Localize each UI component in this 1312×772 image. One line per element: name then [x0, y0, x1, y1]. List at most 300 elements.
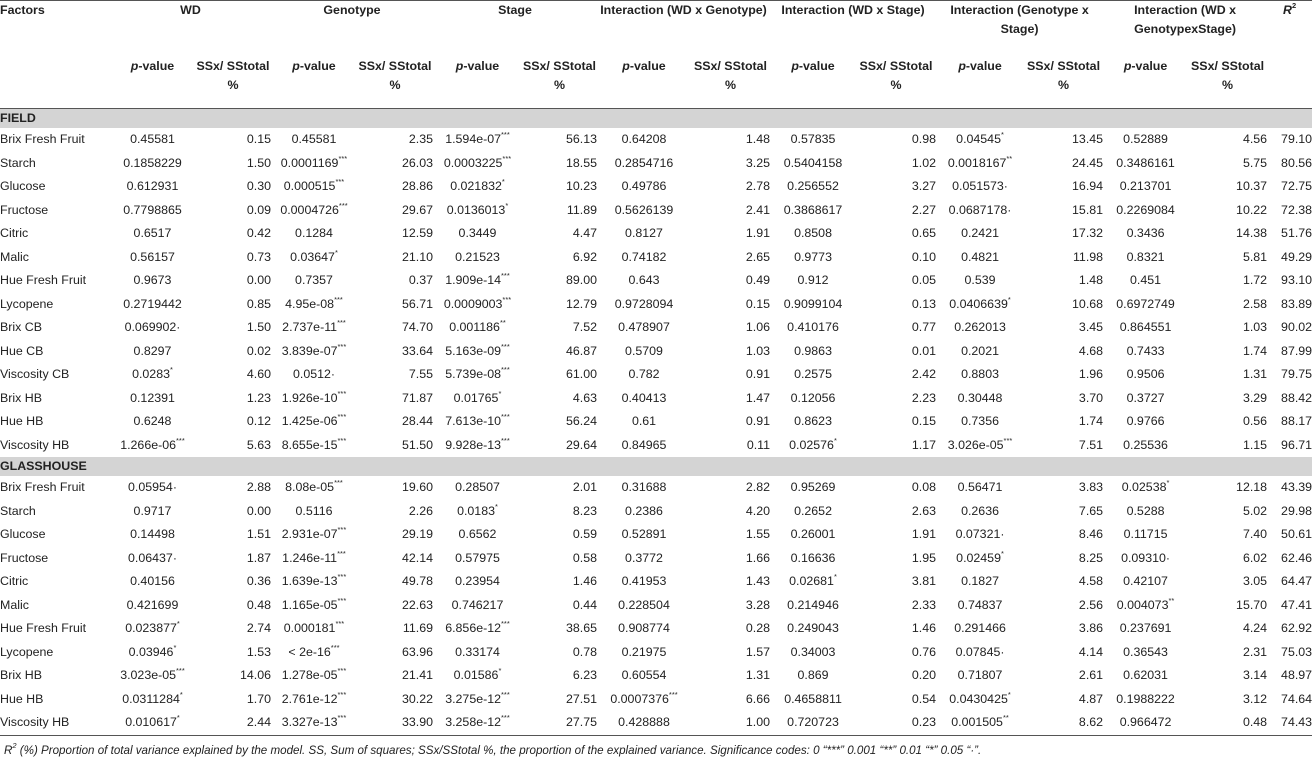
- pvalue-cell: 0.60554: [621, 668, 667, 682]
- factor-name: Lycopene: [0, 644, 54, 659]
- pvalue-cell: 0.213701: [1119, 179, 1172, 193]
- r2-header: $R^2$: [1283, 1, 1297, 17]
- pvalue-cell: 0.0136013*: [446, 200, 509, 217]
- ss-percent-cell: 2.01: [572, 480, 597, 494]
- pvalue-cell: 0.1988222: [1116, 691, 1175, 706]
- factor-name: Malic: [0, 249, 29, 264]
- ss-percent-cell: 10.37: [1236, 179, 1268, 193]
- pvalue-cell: 0.12391: [130, 390, 175, 405]
- pvalue-cell: 0.069902·: [124, 320, 181, 334]
- factor-name: Brix HB: [0, 668, 42, 682]
- pvalue-cell: 0.21975: [621, 644, 667, 659]
- ss-percent-cell: 1.03: [1242, 320, 1268, 334]
- ss-percent-cell: 0.20: [911, 668, 937, 682]
- ss-percent-cell: 7.40: [1242, 527, 1268, 541]
- pvalue-cell: 0.8321: [1126, 249, 1165, 264]
- section-row: [0, 457, 1312, 476]
- ss-percent-cell: 3.86: [1078, 621, 1104, 635]
- ss-percent-cell: 0.15: [745, 296, 771, 311]
- ss-percent-cell: 3.25: [745, 155, 771, 170]
- significance-mark: ***: [337, 388, 347, 398]
- ss-percent-cell: 0.11: [746, 437, 771, 452]
- factor-name: Hue Fresh Fruit: [0, 273, 87, 287]
- ss-percent-cell: 0.54: [911, 691, 937, 706]
- significance-mark: ***: [337, 341, 347, 351]
- pvalue-cell: 1.926e-10***: [281, 388, 347, 405]
- pvalue-cell: 0.9673: [133, 273, 172, 287]
- ss-percent-cell: 38.65: [565, 621, 597, 635]
- pvalue-cell: 0.1827: [961, 574, 999, 588]
- pvalue-cell: 0.000515***: [283, 177, 345, 193]
- ss-percent-cell: 0.13: [911, 296, 937, 311]
- ss-percent-cell: 6.66: [745, 691, 771, 706]
- ss-percent-cell: 0.23: [856, 711, 936, 735]
- pvalue-cell: 0.256552: [787, 179, 839, 193]
- header-row-subcolumns: [0, 57, 1312, 109]
- r2-cell: 49.29: [1281, 249, 1312, 264]
- significance-mark: ***: [337, 435, 347, 445]
- pvalue-cell: 0.0430425*: [949, 689, 1011, 706]
- ss-percent-cell: 2.26: [408, 503, 433, 518]
- pvalue-cell: 0.0018167**: [947, 153, 1013, 170]
- pvalue-cell: 0.56471: [957, 480, 1003, 494]
- section-title: GLASSHOUSE: [0, 457, 1312, 476]
- r2-cell: 75.03: [1281, 644, 1312, 659]
- pvalue-cell: 0.03946*: [128, 642, 177, 659]
- significance-mark: *: [1007, 689, 1011, 699]
- ss-percent-cell: 61.00: [565, 367, 597, 381]
- pvalue-cell: 0.6517: [133, 226, 172, 240]
- r2-cell: 50.61: [1281, 527, 1312, 541]
- pvalue-cell: 0.8623: [794, 414, 832, 428]
- ss-subheader: SSx/ SStotal %: [694, 58, 767, 92]
- pvalue-cell: 7.613e-10***: [445, 412, 510, 428]
- table-row: [0, 547, 1312, 571]
- table-row: [0, 175, 1312, 199]
- pvalue-cell: 2.737e-11***: [282, 318, 346, 334]
- ss-percent-cell: 5.02: [1242, 503, 1268, 518]
- factor-name: Viscosity CB: [0, 367, 70, 381]
- significance-mark: ***: [337, 713, 347, 722]
- ss-percent-cell: 0.42: [246, 226, 271, 240]
- pvalue-cell: 0.0687178·: [948, 202, 1012, 217]
- pvalue-cell: 1.909e-14***: [445, 271, 510, 287]
- ss-percent-cell: 3.45: [1078, 320, 1104, 334]
- ss-percent-cell: 56.71: [401, 296, 433, 311]
- pvalue-cell: 0.6972749: [1116, 296, 1175, 311]
- pvalue-cell: 0.023877*: [125, 619, 180, 635]
- pvalue-cell: 0.2636: [961, 503, 999, 518]
- pvalue-cell: 0.4658811: [784, 691, 842, 706]
- ss-percent-cell: 3.12: [1242, 691, 1268, 706]
- ss-subheader: SSx/ SStotal %: [859, 58, 933, 92]
- pvalue-cell: 0.2386: [625, 503, 663, 518]
- pvalue-subheader: p-value: [1123, 58, 1168, 73]
- pvalue-cell: 0.40156: [130, 574, 175, 588]
- ss-percent-cell: 0.12: [246, 414, 271, 428]
- ss-percent-cell: 0.44: [572, 597, 597, 612]
- ss-percent-cell: 1.66: [745, 550, 771, 565]
- factor-name: Brix Fresh Fruit: [0, 480, 85, 494]
- pvalue-cell: 0.410176: [787, 320, 839, 334]
- ss-percent-cell: 1.51: [246, 527, 271, 541]
- pvalue-cell: 0.14498: [130, 527, 175, 541]
- ss-percent-cell: 2.23: [911, 390, 937, 405]
- pvalue-cell: 1.266e-06***: [120, 435, 185, 452]
- r2-cell: 93.10: [1281, 273, 1312, 287]
- significance-mark: *: [498, 388, 502, 398]
- ss-subheader: SSx/ SStotal %: [1191, 58, 1265, 92]
- significance-mark: ***: [334, 478, 343, 487]
- ss-percent-cell: 2.63: [911, 503, 937, 518]
- ss-percent-cell: 0.98: [911, 132, 937, 146]
- pvalue-cell: 0.214946: [787, 597, 839, 612]
- empty-header-cell: [0, 57, 110, 109]
- significance-mark: ***: [338, 153, 348, 163]
- ss-percent-cell: 17.32: [1072, 226, 1104, 240]
- ss-percent-cell: 0.10: [911, 249, 937, 264]
- ss-percent-cell: 1.95: [911, 550, 937, 565]
- pvalue-cell: 0.421699: [126, 597, 179, 612]
- significance-mark: ***: [176, 435, 185, 445]
- pvalue-subheader: p-value: [130, 58, 175, 73]
- ss-percent-cell: 10.22: [1236, 202, 1268, 217]
- pvalue-cell: 0.0406639*: [949, 294, 1011, 311]
- ss-percent-cell: 1.31: [1242, 367, 1268, 381]
- significance-mark: *: [179, 689, 183, 699]
- ss-subheader: SSx/ SStotal %: [1027, 58, 1101, 92]
- pvalue-cell: 3.026e-05***: [947, 435, 1013, 452]
- factor-name: Citric: [0, 574, 29, 588]
- ss-percent-cell: 0.37: [408, 273, 433, 287]
- factor-name: Starch: [0, 155, 36, 170]
- pvalue-cell: 0.31688: [621, 480, 667, 494]
- pvalue-cell: 0.864551: [1119, 320, 1172, 334]
- ss-percent-cell: 1.47: [745, 390, 771, 405]
- ss-percent-cell: 28.44: [401, 414, 433, 428]
- pvalue-cell: 0.249043: [787, 621, 839, 635]
- ss-percent-cell: 1.00: [691, 711, 770, 735]
- pvalue-cell: 0.6562: [458, 527, 497, 541]
- pvalue-cell: 0.428888: [597, 711, 691, 735]
- pvalue-cell: 0.11715: [1123, 527, 1168, 541]
- r2-cell: 79.75: [1281, 367, 1312, 381]
- pvalue-cell: 0.8508: [794, 226, 832, 240]
- pvalue-cell: 0.7357: [295, 273, 333, 287]
- factors-header: Factors: [0, 3, 45, 17]
- ss-percent-cell: 26.03: [401, 155, 433, 170]
- pvalue-subheader: p-value: [455, 58, 500, 73]
- pvalue-cell: 0.25536: [1123, 437, 1168, 452]
- header-row-factors: [0, 1, 1312, 57]
- ss-percent-cell: 4.24: [1242, 621, 1268, 635]
- pvalue-cell: 0.45581: [291, 132, 337, 146]
- factor-name: Citric: [0, 226, 29, 240]
- ss-percent-cell: 11.69: [402, 621, 433, 635]
- pvalue-cell: 0.61: [631, 414, 657, 428]
- pvalue-cell: 0.12056: [790, 390, 836, 405]
- ss-percent-cell: 2.88: [246, 480, 271, 494]
- ss-percent-cell: 71.87: [401, 390, 433, 405]
- table-row: [0, 476, 1312, 500]
- ss-percent-cell: 0.09: [246, 202, 271, 217]
- r2-cell: 48.97: [1281, 668, 1312, 682]
- table-row: [0, 500, 1312, 524]
- ss-percent-cell: 29.64: [565, 437, 597, 452]
- ss-percent-cell: 0.56: [1242, 414, 1268, 428]
- ss-percent-cell: 0.02: [246, 343, 271, 358]
- pvalue-cell: 0.782: [628, 367, 660, 381]
- group-header: Interaction (Genotype x Stage): [950, 3, 1089, 36]
- pvalue-cell: 0.95269: [790, 480, 836, 494]
- pvalue-cell: 0.62031: [1123, 668, 1168, 682]
- ss-percent-cell: 1.53: [246, 644, 271, 659]
- table-row: [0, 293, 1312, 317]
- ss-percent-cell: 4.47: [572, 226, 597, 240]
- ss-percent-cell: 0.58: [572, 550, 597, 565]
- ss-percent-cell: 0.49: [745, 273, 771, 287]
- significance-mark: ***: [501, 619, 510, 628]
- ss-percent-cell: 2.44: [195, 711, 271, 735]
- pvalue-cell: 0.000181***: [283, 619, 345, 635]
- pvalue-cell: 0.30448: [957, 390, 1003, 405]
- factor-name: Lycopene: [0, 296, 54, 311]
- ss-percent-cell: 11.98: [1072, 249, 1104, 264]
- pvalue-cell: 0.42107: [1123, 574, 1168, 588]
- r2-cell: 90.02: [1281, 320, 1312, 334]
- pvalue-cell: 0.74182: [621, 249, 667, 264]
- ss-percent-cell: 1.31: [745, 668, 771, 682]
- ss-percent-cell: 2.74: [246, 621, 271, 635]
- table-row: [0, 387, 1312, 411]
- ss-percent-cell: 1.74: [1242, 343, 1268, 358]
- table-row: [0, 594, 1312, 618]
- ss-percent-cell: 1.46: [911, 621, 937, 635]
- ss-percent-cell: 1.48: [745, 132, 771, 146]
- ss-percent-cell: 28.86: [401, 179, 433, 193]
- group-header: Interaction (WD x GenotypexStage): [1134, 3, 1236, 36]
- significance-mark: ***: [335, 619, 345, 628]
- ss-percent-cell: 0.01: [911, 343, 937, 358]
- pvalue-cell: 0.7433: [1126, 343, 1165, 358]
- ss-percent-cell: 29.19: [401, 527, 433, 541]
- pvalue-cell: 0.5116: [295, 503, 333, 518]
- ss-percent-cell: 18.55: [565, 155, 597, 170]
- ss-percent-cell: 0.05: [911, 273, 937, 287]
- ss-percent-cell: 2.33: [911, 597, 937, 612]
- significance-mark: ***: [501, 412, 510, 421]
- pvalue-cell: 2.931e-07***: [281, 525, 347, 541]
- significance-mark: ***: [337, 666, 347, 675]
- significance-mark: ***: [330, 642, 340, 652]
- pvalue-cell: 0.5709: [625, 343, 663, 358]
- factor-name: Hue HB: [0, 414, 44, 428]
- ss-percent-cell: 0.76: [911, 644, 937, 659]
- pvalue-cell: 5.739e-08***: [445, 365, 510, 381]
- table-row: [0, 688, 1312, 712]
- significance-mark: ***: [337, 318, 346, 327]
- significance-mark: **: [1002, 713, 1009, 722]
- table-body: [0, 109, 1312, 736]
- significance-mark: ***: [502, 153, 512, 163]
- significance-mark: ***: [502, 294, 512, 304]
- pvalue-cell: 0.05954·: [128, 480, 177, 494]
- significance-mark: ***: [501, 271, 510, 280]
- ss-percent-cell: 2.35: [408, 132, 433, 146]
- ss-percent-cell: 7.51: [1078, 437, 1104, 452]
- pvalue-cell: 0.0007376***: [610, 689, 678, 706]
- pvalue-cell: 0.9506: [1126, 367, 1165, 381]
- significance-mark: *: [176, 619, 180, 628]
- pvalue-subheader: p-value: [958, 58, 1002, 73]
- pvalue-cell: 0.451: [1130, 273, 1162, 287]
- pvalue-cell: 0.84965: [621, 437, 667, 452]
- r2-cell: 96.71: [1281, 437, 1312, 452]
- significance-mark: **: [499, 318, 506, 327]
- ss-percent-cell: 4.87: [1078, 691, 1104, 706]
- pvalue-cell: 0.908774: [618, 621, 670, 635]
- r2-cell: 62.46: [1281, 550, 1312, 565]
- ss-percent-cell: 11.89: [566, 202, 597, 217]
- pvalue-cell: 0.3486161: [1116, 155, 1175, 170]
- pvalue-cell: 0.0183*: [457, 501, 498, 518]
- factor-name: Hue Fresh Fruit: [0, 621, 87, 635]
- significance-mark: ***: [337, 525, 347, 534]
- pvalue-cell: 1.278e-05***: [281, 666, 347, 682]
- pvalue-cell: 0.1858229: [123, 155, 182, 170]
- factor-name: Brix HB: [0, 390, 42, 405]
- ss-percent-cell: 15.81: [1072, 202, 1104, 217]
- table-row: [0, 340, 1312, 364]
- pvalue-cell: 0.291466: [954, 621, 1006, 635]
- pvalue-cell: 0.52891: [621, 527, 667, 541]
- ss-percent-cell: 1.57: [745, 644, 771, 659]
- pvalue-cell: 0.2421: [961, 226, 999, 240]
- pvalue-cell: 0.539: [964, 273, 996, 287]
- pvalue-cell: 0.001505**: [936, 711, 1024, 735]
- ss-percent-cell: 2.61: [1078, 668, 1104, 682]
- table-row: [0, 434, 1312, 458]
- pvalue-cell: 0.8127: [625, 226, 663, 240]
- ss-percent-cell: 27.75: [522, 711, 597, 735]
- significance-mark: ***: [501, 689, 510, 699]
- ss-percent-cell: 4.56: [1242, 132, 1268, 146]
- pvalue-cell: 0.03647*: [290, 247, 338, 264]
- pvalue-cell: 1.165e-05***: [281, 595, 347, 612]
- factor-name: Malic: [0, 597, 29, 612]
- significance-mark: ***: [337, 572, 347, 581]
- pvalue-cell: 0.28507: [455, 480, 500, 494]
- pvalue-cell: 0.3449: [458, 226, 497, 240]
- pvalue-cell: 0.0283*: [132, 365, 173, 381]
- pvalue-cell: 0.36543: [1123, 644, 1168, 659]
- ss-percent-cell: 6.23: [572, 668, 597, 682]
- significance-mark: *: [173, 642, 177, 652]
- ss-percent-cell: 0.85: [246, 296, 271, 311]
- ss-percent-cell: 10.23: [565, 179, 597, 193]
- table-row: [0, 410, 1312, 434]
- table-row: [0, 523, 1312, 547]
- ss-percent-cell: 22.63: [401, 597, 433, 612]
- significance-mark: ***: [176, 666, 185, 675]
- ss-percent-cell: 4.60: [246, 367, 271, 381]
- pvalue-cell: 0.0009003***: [443, 294, 512, 311]
- ss-percent-cell: 0.15: [246, 132, 271, 146]
- factor-name: Fructose: [0, 202, 49, 217]
- ss-percent-cell: 12.18: [1236, 480, 1268, 494]
- pvalue-cell: 0.2021: [961, 343, 999, 358]
- factor-name: Fructose: [0, 550, 49, 565]
- pvalue-cell: 0.16636: [790, 550, 836, 565]
- ss-percent-cell: 4.58: [1078, 574, 1104, 588]
- ss-percent-cell: 0.48: [246, 597, 271, 612]
- significance-mark: ***: [501, 713, 510, 722]
- significance-mark: ***: [668, 689, 678, 699]
- pvalue-cell: 0.26001: [790, 527, 836, 541]
- ss-percent-cell: 51.50: [401, 437, 433, 452]
- pvalue-cell: 0.3436: [1126, 226, 1165, 240]
- pvalue-cell: 0.02576*: [789, 435, 837, 452]
- pvalue-cell: 0.2854716: [614, 155, 674, 170]
- pvalue-cell: 9.928e-13***: [445, 435, 510, 452]
- ss-subheader: SSx/ SStotal %: [196, 58, 270, 92]
- significance-mark: ***: [501, 341, 510, 351]
- ss-percent-cell: 0.28: [745, 621, 771, 635]
- r2-cell: 72.75: [1281, 179, 1312, 193]
- ss-percent-cell: 4.14: [1078, 644, 1104, 659]
- pvalue-cell: 0.45581: [130, 132, 175, 146]
- pvalue-cell: 0.57835: [790, 132, 836, 146]
- ss-percent-cell: 24.45: [1072, 155, 1104, 170]
- pvalue-cell: 3.839e-07***: [281, 341, 347, 358]
- significance-mark: ***: [338, 200, 348, 210]
- pvalue-cell: 0.912: [797, 273, 829, 287]
- ss-percent-cell: 21.10: [401, 249, 433, 264]
- pvalue-cell: 1.639e-13***: [281, 572, 347, 588]
- group-header: Genotype: [323, 3, 381, 17]
- ss-percent-cell: 4.20: [745, 503, 771, 518]
- pvalue-cell: 0.237691: [1119, 621, 1172, 635]
- factor-name: Glucose: [0, 179, 46, 193]
- ss-percent-cell: 56.13: [565, 132, 597, 146]
- table-row: [0, 246, 1312, 270]
- ss-percent-cell: 0.78: [572, 644, 597, 659]
- pvalue-cell: 1.246e-11***: [282, 548, 346, 565]
- ss-percent-cell: 2.78: [745, 179, 771, 193]
- pvalue-cell: 0.07321·: [955, 527, 1005, 541]
- pvalue-cell: 0.010617*: [110, 711, 195, 735]
- ss-percent-cell: 6.92: [572, 249, 597, 264]
- significance-mark: ***: [501, 365, 510, 374]
- pvalue-cell: 0.1284: [295, 226, 333, 240]
- significance-mark: *: [169, 365, 173, 374]
- pvalue-cell: 3.258e-12***: [433, 711, 522, 735]
- ss-percent-cell: 0.36: [246, 574, 271, 588]
- r2-cell: 64.47: [1281, 574, 1312, 588]
- pvalue-cell: 8.655e-15***: [281, 435, 347, 452]
- ss-percent-cell: 2.65: [745, 249, 771, 264]
- factor-name: Viscosity HB: [0, 437, 70, 452]
- ss-percent-cell: 1.50: [246, 155, 271, 170]
- table-row: [0, 316, 1312, 340]
- ss-percent-cell: 46.87: [565, 343, 597, 358]
- pvalue-cell: 3.275e-12***: [445, 689, 510, 706]
- ss-percent-cell: 3.83: [1078, 480, 1104, 494]
- section-title: FIELD: [0, 109, 1312, 129]
- significance-mark: **: [1168, 595, 1175, 605]
- ss-percent-cell: 42.14: [401, 550, 433, 565]
- ss-percent-cell: 27.51: [565, 691, 597, 706]
